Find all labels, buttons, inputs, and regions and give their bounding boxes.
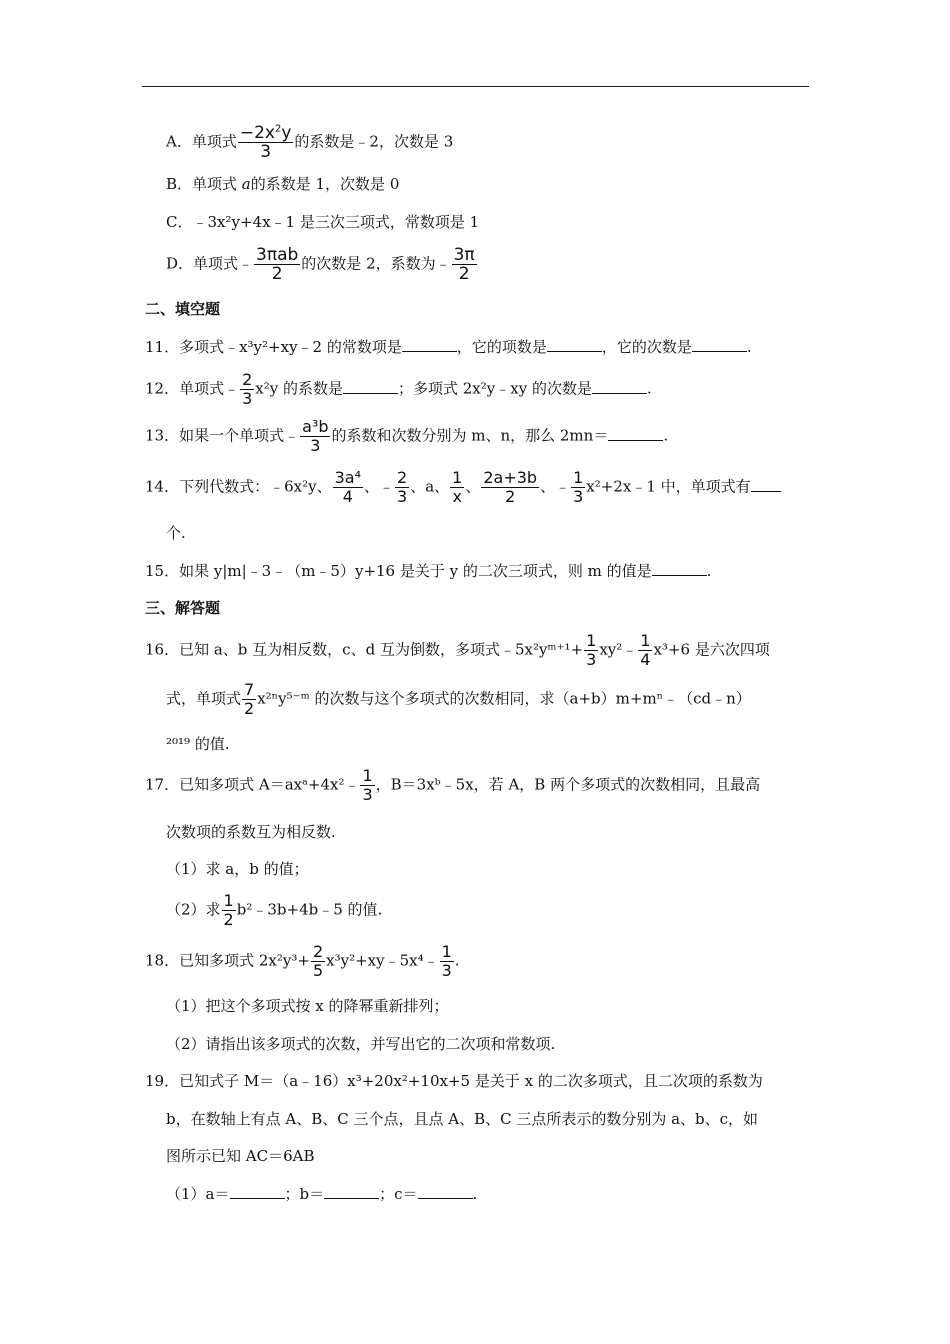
q19-s1c: ；c＝ [379, 1185, 418, 1203]
option-b-label: B．单项式 [166, 175, 242, 193]
q16-f3d: 2 [244, 699, 255, 718]
q17-s2n: 1 [223, 891, 234, 910]
q12-blank-1[interactable] [343, 379, 398, 394]
q11-text: 11．多项式﹣x³y²+xy﹣2 的常数项是 [145, 338, 402, 356]
q19-s1end: . [472, 1185, 478, 1203]
q16-l1mid: xy²﹣ [599, 640, 638, 659]
q19-s1b: ；b＝ [284, 1185, 325, 1203]
q14-fraction-3 [450, 469, 464, 506]
option-c [166, 212, 479, 232]
q16-f3n: 7 [244, 680, 255, 699]
q12-pre: 12．单项式﹣ [145, 379, 240, 398]
q11-blank-3[interactable] [692, 337, 747, 352]
question-17-line2: 次数项的系数互为相反数. [166, 823, 336, 841]
q14-f3n: 1 [452, 468, 463, 487]
q16-f1d: 3 [586, 650, 597, 669]
q14-fraction-2 [395, 469, 409, 506]
q13-end: . [663, 426, 669, 445]
q14-f3d: x [452, 487, 462, 506]
q19-blank-c[interactable] [418, 1184, 473, 1199]
section-answer-title: 三、解答题 [145, 599, 221, 617]
q14-blank[interactable] [751, 477, 781, 492]
option-d-fraction-1 [254, 246, 300, 283]
q13-den: 3 [310, 436, 321, 455]
q14-s1: 、﹣ [363, 477, 394, 496]
q14-line2: 个. [166, 524, 186, 542]
option-d [166, 246, 478, 283]
header-rule [142, 86, 809, 87]
option-a-tail: 的系数是﹣2，次数是 3 [294, 132, 454, 151]
q11-blank-2[interactable] [547, 337, 602, 352]
question-17-sub1: （1）求 a，b 的值； [166, 860, 309, 878]
question-16-line1 [145, 632, 770, 669]
option-d-den2: 2 [458, 264, 470, 284]
question-18 [145, 943, 460, 980]
q18-f1d: 5 [312, 961, 324, 980]
q17-fd: 3 [362, 785, 373, 804]
option-b-var: a [241, 175, 251, 193]
q19-s1a: （1）a＝ [166, 1185, 230, 1203]
question-17-sub2 [166, 892, 382, 929]
q14-f1n: 3a⁴ [334, 468, 361, 487]
q11-mid2: ，它的次数是 [601, 338, 692, 356]
q17-s2d: 2 [223, 910, 234, 929]
q14-f4n: 2a+3b [483, 468, 538, 487]
q14-fraction-5 [571, 469, 585, 506]
q18-f2d: 3 [441, 961, 452, 980]
option-d-num: 3πab [256, 245, 299, 265]
q14-s5: x²+2x﹣1 中，单项式有 [586, 477, 751, 496]
question-15 [145, 561, 711, 581]
question-19-line3: 图所示已知 AC＝6AB [166, 1147, 315, 1165]
option-a [166, 124, 453, 161]
option-a-den: 3 [260, 142, 272, 162]
option-d-mid: 的次数是 2，系数为﹣ [301, 254, 451, 273]
q18-f1n: 2 [312, 942, 324, 961]
q16-l1end: x³+6 是六次四项 [653, 640, 770, 659]
q11-end: . [746, 338, 752, 356]
option-b-tail: 的系数是 1，次数是 0 [250, 175, 400, 193]
q17-s2pre: （2）求 [166, 900, 221, 919]
question-16-line2 [166, 681, 751, 718]
q16-l2pre: 式，单项式 [166, 689, 242, 708]
q18-fraction-1 [311, 943, 325, 980]
option-a-num: −2x [239, 123, 275, 143]
q12-fraction [240, 371, 254, 408]
q14-f2n: 2 [397, 468, 408, 487]
q13-num: a³b [302, 417, 329, 436]
q17-fn: 1 [362, 766, 373, 785]
option-d-den: 2 [271, 264, 283, 284]
q14-fraction-1 [333, 469, 363, 506]
option-a-label: A．单项式 [166, 132, 237, 151]
option-d-num2: 3π [453, 245, 475, 265]
question-17-line1 [145, 767, 760, 804]
option-a-num-tail: y [281, 123, 292, 143]
q12-den: 3 [242, 389, 253, 408]
q17-l1end: ，B＝3xᵇ﹣5x，若 A，B 两个多项式的次数相同，且最高 [375, 775, 761, 794]
q14-f4d: 2 [505, 487, 516, 506]
option-b [166, 174, 399, 194]
q12-mid: x²y 的系数是 [255, 379, 343, 398]
q11-mid1: ，它的项数是 [456, 338, 547, 356]
q17-s2end: b²﹣3b+4b﹣5 的值. [236, 900, 383, 919]
question-14 [145, 469, 781, 506]
q14-s3: 、 [465, 477, 481, 496]
q15-blank[interactable] [652, 561, 707, 576]
q16-fraction-1 [584, 632, 598, 669]
q18-end: . [454, 951, 460, 970]
question-19-line2: b，在数轴上有点 A、B、C 三个点，且点 A、B、C 三点所表示的数分别为 a、b、c，如 [166, 1110, 759, 1128]
q16-f1n: 1 [586, 631, 597, 650]
q14-s2: 、a、 [410, 477, 450, 496]
question-19-line1: 19．已知式子 M＝（a﹣16）x³+20x²+10x+5 是关于 x 的二次多项式，且二次项的系数为 [145, 1072, 763, 1090]
q14-pre: 14．下列代数式：﹣6x²y、 [145, 477, 332, 496]
option-d-fraction-2 [452, 246, 477, 283]
q14-f2d: 3 [397, 487, 408, 506]
q17-fraction [360, 767, 374, 804]
q15-text: 15．如果 y|m|﹣3﹣（m﹣5）y+16 是关于 y 的二次三项式，则 m 的值是 [145, 562, 652, 580]
q18-mid: x³y²+xy﹣5x⁴﹣ [326, 951, 439, 970]
q17-l1pre: 17．已知多项式 A＝axᵃ+4x²﹣ [145, 775, 360, 794]
option-c-label: C．﹣3x²y+4x﹣1 是三次三项式，常数项是 1 [166, 213, 480, 231]
q14-f1d: 4 [342, 487, 353, 506]
q14-s4: 、﹣ [540, 477, 571, 496]
q15-end: . [706, 562, 712, 580]
option-a-fraction: $\frac{-2x^2y}{3}$ [239, 123, 292, 162]
section-fill-in-title: 二、填空题 [145, 300, 221, 318]
q11-blank-1[interactable] [402, 337, 457, 352]
question-19-sub1 [166, 1184, 477, 1204]
q14-f5d: 3 [573, 487, 584, 506]
q12-end: . [646, 379, 652, 398]
q18-pre: 18．已知多项式 2x²y³+ [145, 951, 310, 970]
q16-fraction-3 [242, 681, 256, 718]
q18-fraction-2 [440, 943, 454, 980]
question-18-sub2: （2）请指出该多项式的次数，并写出它的二次项和常数项. [166, 1035, 556, 1053]
question-13 [145, 418, 668, 455]
question-12 [145, 371, 652, 408]
question-16-line3: ²⁰¹⁹ 的值. [166, 735, 230, 753]
q13-fraction [300, 418, 330, 455]
q16-l2end: x²ⁿy⁵⁻ᵐ 的次数与这个多项式的次数相同，求（a+b）m+mⁿ﹣（cd﹣n） [257, 689, 751, 708]
q18-f2n: 1 [441, 942, 452, 961]
option-d-label: D．单项式﹣ [166, 254, 254, 273]
q13-mid: 的系数和次数分别为 m、n，那么 2mn＝ [331, 426, 609, 445]
q12-num: 2 [242, 370, 253, 389]
question-18-sub1: （1）把这个多项式按 x 的降幂重新排列； [166, 997, 449, 1015]
q13-blank[interactable] [608, 426, 663, 441]
q19-blank-a[interactable] [230, 1184, 285, 1199]
q19-blank-b[interactable] [324, 1184, 379, 1199]
q16-l1pre: 16．已知 a、b 互为相反数，c、d 互为倒数，多项式﹣5x²yᵐ⁺¹+ [145, 640, 584, 659]
q12-mid2: ；多项式 2x²y﹣xy 的次数是 [398, 379, 592, 398]
q16-f2n: 1 [640, 631, 651, 650]
q17-sub2-fraction [222, 892, 236, 929]
q12-blank-2[interactable] [592, 379, 647, 394]
question-11 [145, 337, 752, 357]
q16-f2d: 4 [640, 650, 651, 669]
q16-fraction-2 [638, 632, 652, 669]
q14-fraction-4 [481, 469, 539, 506]
q14-f5n: 1 [573, 468, 584, 487]
q13-pre: 13．如果一个单项式﹣ [145, 426, 300, 445]
